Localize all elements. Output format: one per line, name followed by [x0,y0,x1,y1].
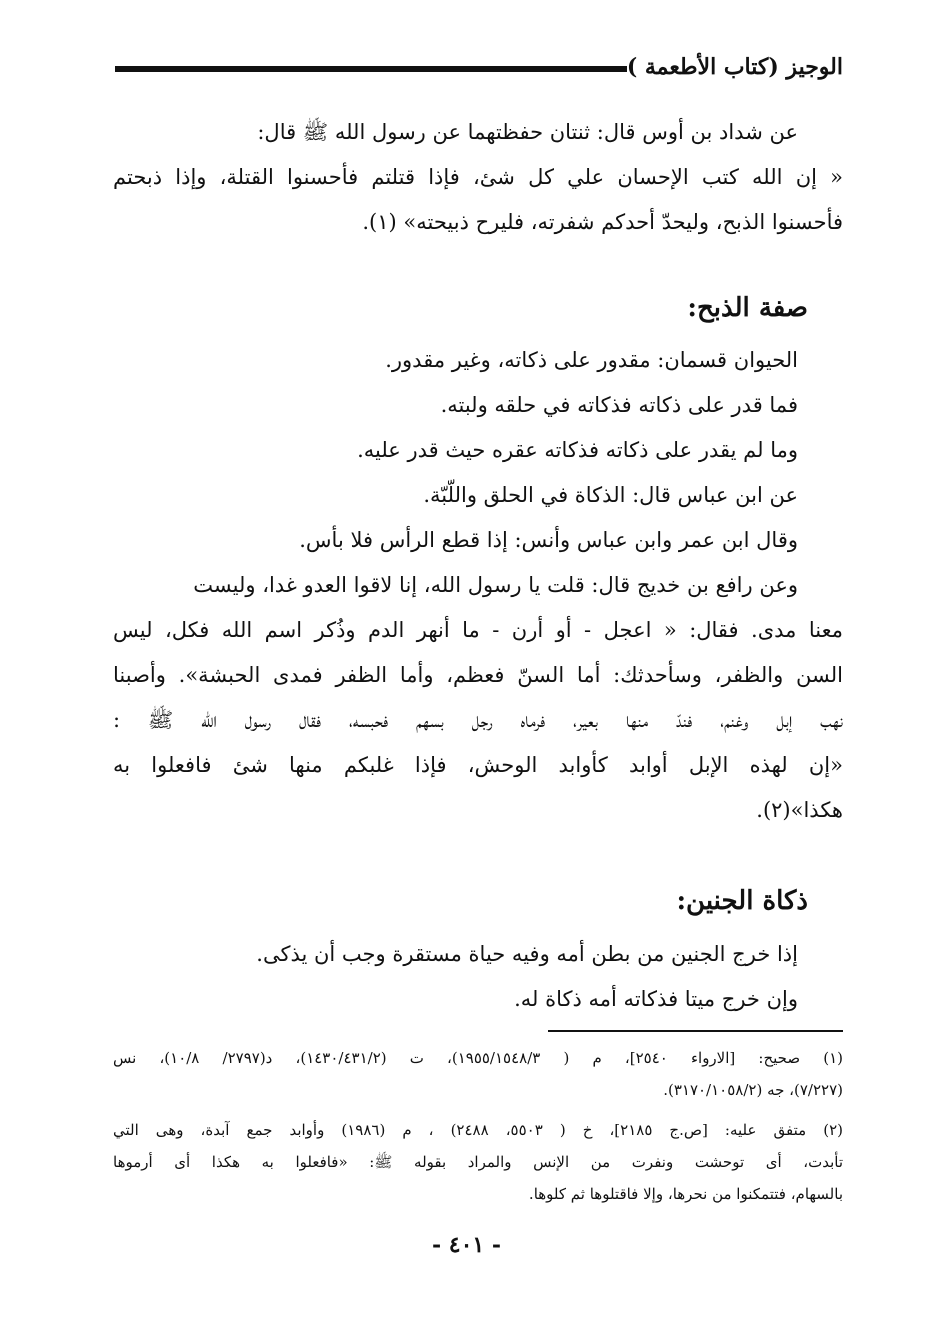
header-rule [115,66,627,72]
page-number: - ٤٠١ - [431,1232,502,1258]
footnote-1-line-2: (٧/٢٢٧)، جه (٣١٧٠/١٠٥٨/٢). [663,1081,843,1099]
footnote-1-line-1: (١) صحيح: [الارواء ٢٥٤٠]، م ( ١٩٥٥/١٥٤٨/٣)، ت (١٤٣٠/٤٣١/٢)، د(٢٧٩٧/ ١٠/٨)، نس [113,1049,843,1067]
slaughter-line-3: وما لم يقدر على ذكاته فذكاته عقره حيث قدر عليه. [357,438,798,462]
footnote-1 [113,1042,843,1106]
slaughter-line-1: الحيوان قسمان: مقدور على ذكاته، وغير مقدور. [385,348,798,372]
footnotes [113,1042,843,1218]
running-header [93,52,843,92]
fetus-block [113,932,843,1022]
paragraph-line-5: «إن لهذه الإبل أوابد كأوابد الوحش، فإذا غلبكم منها شئ فافعلوا به [113,753,843,777]
slaughter-line-5: وقال ابن عمر وابن عباس وأنس: إذا قطع الرأس فلا بأس. [299,528,798,552]
paragraph-line-1: وعن رافع بن خديج قال: قلت يا رسول الله، إنا لاقوا العدو غدا، وليست [193,573,798,597]
slaughter-line-2: فما قدر على ذكاته فذكاته في حلقه ولبته. [440,393,798,417]
footnote-2-line-3: بالسهام، فتتمكنوا من نحرها، وإلا فاقتلوها ثم كلوها. [528,1185,843,1203]
fetus-line-1: إذا خرج الجنين من بطن أمه وفيه حياة مستقرة وجب أن يذكى. [256,942,798,966]
fetus-line-2: وإن خرج ميتا فذكاته أمه ذكاة له. [514,987,798,1011]
section-heading-slaughter: صفة الذبح: [687,293,808,323]
section-heading-fetus: ذكاة الجنين: [676,886,808,916]
header-title: الوجيز (كتاب الأطعمة ) [626,54,843,80]
footnote-2-line-1: (٢) متفق عليه: [ص.ج ٢١٨٥]، خ ( ٥٥٠٣، ٢٤٨٨) ، م (١٩٨٦) وأوابد جمع آبدة، وهى التي [113,1121,843,1139]
intro-line-2: « إن الله كتب الإحسان علي كل شئ، فإذا قتلتم فأحسنوا القتلة، وإذا ذبحتم [113,165,843,189]
slaughter-block [113,338,843,833]
paragraph-line-4: نهب إبل وغنم، فندّ منها بعير، فرماه رجل بسهم فحبسه، فقال رسول الله ﷺ : [113,708,843,732]
paragraph-line-2: معنا مدى. فقال: « اعجل - أو أرن - ما أنهر الدم وذُكر اسم الله فكل، ليس [113,618,843,642]
intro-line-3: فأحسنوا الذبح، وليحدّ أحدكم شفرته، فليرح ذبيحته» (١). [362,210,843,234]
footnote-separator [548,1030,843,1032]
slaughter-line-4: عن ابن عباس قال: الذكاة في الحلق واللّبّة. [423,483,798,507]
paragraph-line-6: هكذا»(٢). [756,798,843,822]
intro-line-1: عن شداد بن أوس قال: ثنتان حفظتهما عن رسول الله ﷺ قال: [257,120,798,144]
intro-block [113,110,843,245]
footnote-2-line-2: تأبدت، أى توحشت ونفرت من الإنس والمراد بقوله ﷺ: «فافعلوا به هكذا أى أرموها [113,1153,843,1171]
footnote-2 [113,1114,843,1210]
paragraph-line-3: السن والظفر، وسأحدثك: أما السنّ فعظم، وأما الظفر فمدى الحبشة». وأصبنا [113,663,843,687]
